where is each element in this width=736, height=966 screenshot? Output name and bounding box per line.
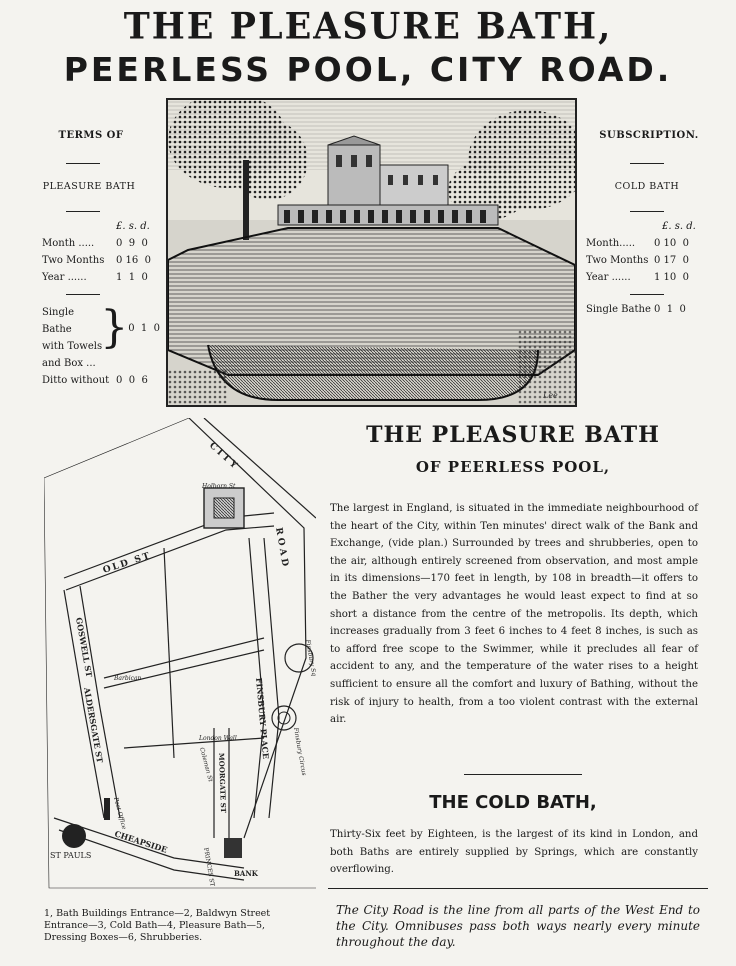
map-label-city: CITY bbox=[206, 440, 241, 473]
single-bathe-price: 0 1 0 bbox=[128, 323, 160, 334]
pleasure-bath-description: The largest in England, is situated in the immediate neighbourhood of the heart of the City, within Ten minutes' direct walk of the Bank and Exchange, (vide plan.) Surrounded by trees and shrubberies, open to the air, although entirely screened from observation, and most ample in its dimensions—170 feet in length, by 108 in breadth—it offers to the Bather the very advantages he would least expect to find at so short a distance from the centre of the metropolis. Its depth, which increases gradually from 3 feet 6 inches to 4 feet 8 inches, is such as to afford free scope to the Swimmer, while it precludes all fear of accident to any, and the temperature of the water rises to a height sufficient to ensure all the comfort and luxury of Bathing, without the risk of injury to health, from a too violent contrast with the external air. bbox=[330, 503, 698, 726]
price-row bbox=[42, 269, 160, 286]
single-line: and Box ... bbox=[42, 358, 96, 369]
map-label-aldersgate: ALDERSGATE ST bbox=[82, 686, 106, 764]
cold-bath-title: THE COLD BATH, bbox=[429, 792, 597, 813]
pool-engraving-illustration bbox=[168, 100, 575, 405]
map-label-road: ROAD bbox=[273, 526, 291, 570]
brace: } bbox=[100, 302, 129, 353]
price-row bbox=[586, 269, 706, 286]
map-label-finsbury-circus: Finsbury Circus bbox=[292, 727, 308, 777]
map-label-coleman: Coleman St bbox=[198, 746, 214, 783]
price-value: 1 1 0 bbox=[116, 272, 148, 283]
map-label-goswell: GOSWELL ST bbox=[74, 616, 95, 678]
map-legend: 1, Bath Buildings Entrance—2, Baldwyn Street Entrance—3, Cold Bath—4, Pleasure Bath—5, Dressing Boxes—6, Shrubberies. bbox=[44, 908, 271, 943]
section-divider bbox=[464, 774, 582, 775]
price-value: 0 1 0 bbox=[654, 304, 686, 315]
price-row bbox=[586, 235, 706, 252]
price-label: Two Months bbox=[586, 255, 649, 266]
map-label-london-wall: London Wall bbox=[199, 735, 237, 742]
single-line: with Towels bbox=[42, 341, 103, 352]
currency-header: £. s. d. bbox=[116, 221, 150, 232]
price-value: 0 10 0 bbox=[654, 238, 689, 249]
right-terms-subheading: COLD BATH bbox=[614, 181, 680, 192]
engraver-signature: Lee bbox=[543, 391, 558, 400]
street-map-drawing bbox=[44, 418, 316, 898]
price-value: 0 16 0 bbox=[116, 255, 151, 266]
poster-title-line1: THE PLEASURE BATH, bbox=[123, 4, 613, 49]
single-bathe-block bbox=[42, 304, 160, 372]
map-label-old-st: OLD ST bbox=[101, 550, 153, 576]
price-row bbox=[42, 252, 160, 269]
pleasure-bath-subtitle: OF PEERLESS POOL, bbox=[415, 458, 611, 476]
price-row bbox=[42, 372, 160, 389]
divider bbox=[66, 163, 100, 164]
price-label: Single Bathe bbox=[586, 304, 651, 315]
price-value: 0 0 6 bbox=[116, 375, 148, 386]
right-terms-panel bbox=[586, 130, 706, 318]
price-label: Ditto without bbox=[42, 375, 110, 386]
map-label-moorgate: MOORGATE ST bbox=[217, 752, 229, 814]
right-terms-heading: SUBSCRIPTION. bbox=[599, 130, 699, 141]
price-value: 0 17 0 bbox=[654, 255, 689, 266]
price-value: 1 10 0 bbox=[654, 272, 689, 283]
price-value: 0 9 0 bbox=[116, 238, 148, 249]
price-label: Two Months bbox=[42, 255, 105, 266]
divider bbox=[630, 163, 664, 164]
divider bbox=[630, 294, 664, 295]
cold-bath-description: Thirty-Six feet by Eighteen, is the largest of its kind in London, and both Baths are entirely supplied by Springs, which are constantly overflowing. bbox=[330, 829, 698, 876]
divider bbox=[630, 211, 664, 212]
price-label: Year ...... bbox=[586, 272, 631, 283]
single-bathe-label bbox=[42, 304, 102, 372]
left-terms-subheading: PLEASURE BATH bbox=[42, 181, 136, 192]
map-label-princes: PRINCES ST bbox=[202, 847, 216, 888]
pleasure-bath-title: THE PLEASURE BATH bbox=[366, 422, 660, 448]
price-label: Month ..... bbox=[42, 238, 95, 249]
price-row bbox=[586, 301, 706, 318]
street-map bbox=[44, 418, 316, 898]
map-label-cheapside: CHEAPSIDE bbox=[113, 828, 169, 855]
left-price-rows bbox=[42, 235, 160, 286]
footer-note: The City Road is the line from all parts of the West End to the City. Omnibuses pass both ways nearly every minute throughout the day. bbox=[336, 903, 700, 949]
map-label-bank: BANK bbox=[234, 869, 258, 878]
left-terms-heading: TERMS OF bbox=[58, 130, 124, 141]
map-label-holborn: Holborn St bbox=[202, 483, 236, 490]
price-label: Month..... bbox=[586, 238, 636, 249]
pool-engraving bbox=[166, 98, 577, 407]
divider bbox=[66, 211, 100, 212]
map-label-st-pauls: ST PAULS bbox=[50, 851, 92, 860]
map-label-barbican: Barbican bbox=[114, 675, 142, 682]
map-label-post-office: Post Office bbox=[112, 796, 128, 831]
price-row bbox=[42, 235, 160, 252]
poster-title-line2: PEERLESS POOL, CITY ROAD. bbox=[63, 50, 673, 89]
map-label-finsbury-place: FINSBURY PLACE bbox=[254, 677, 272, 760]
section-divider bbox=[328, 888, 708, 889]
currency-header: £. s. d. bbox=[662, 221, 696, 232]
map-label-finsbury-sq: Finsbury Sq bbox=[304, 639, 316, 677]
price-row bbox=[586, 252, 706, 269]
left-terms-panel bbox=[40, 130, 160, 389]
divider bbox=[66, 294, 100, 295]
single-line: Single Bathe bbox=[42, 307, 75, 335]
right-price-rows bbox=[586, 235, 706, 286]
price-label: Year ...... bbox=[42, 272, 87, 283]
